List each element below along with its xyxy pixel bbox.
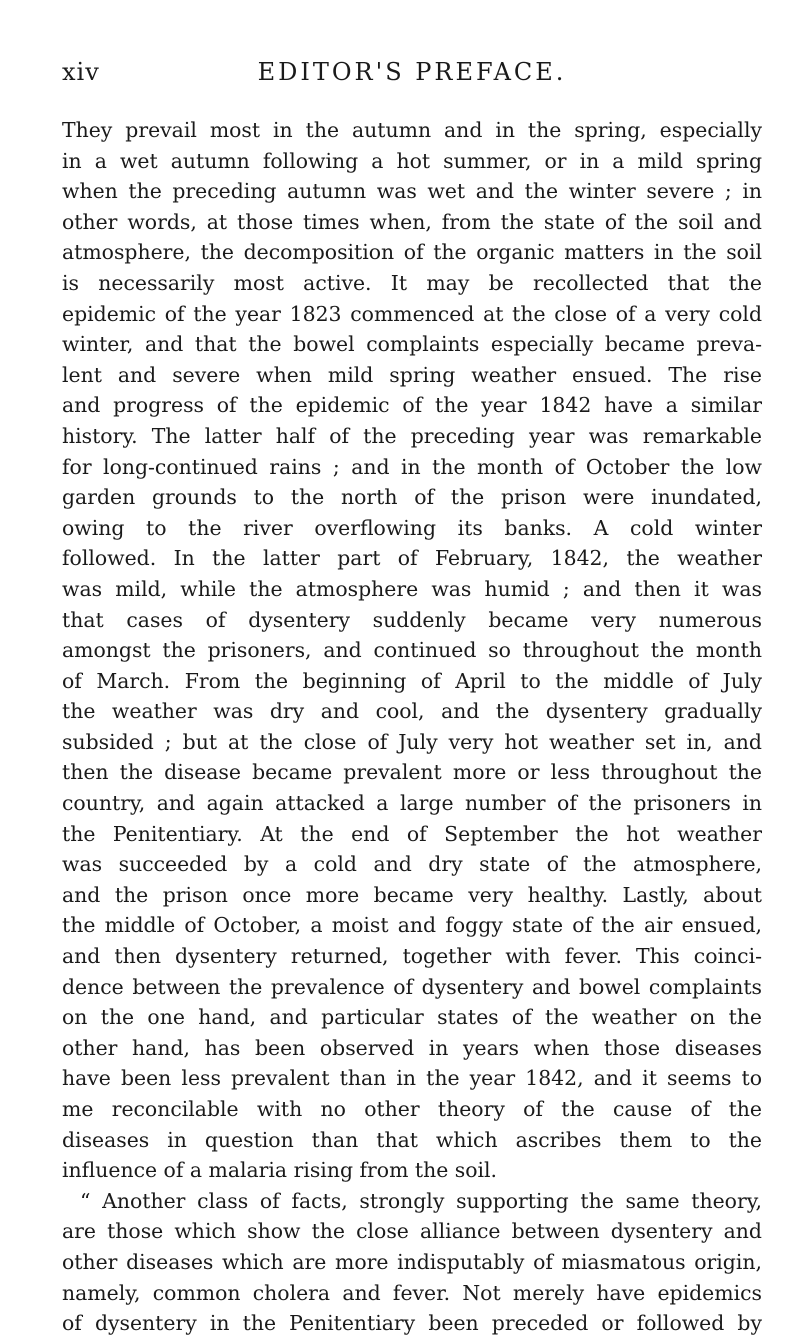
text-line: other hand, has been observed in years when those diseases: [62, 1035, 762, 1060]
text-line: are those which show the close alliance between dysentery and: [62, 1219, 762, 1244]
text-line: the weather was dry and cool, and the dysentery gradually: [62, 699, 762, 724]
text-line: that cases of dysentery suddenly became very numerous: [62, 607, 762, 632]
text-line: other diseases which are more indisputably of miasmatous origin,: [62, 1249, 762, 1274]
text-line: They prevail most in the autumn and in the spring, especially: [62, 118, 762, 142]
text-line: amongst the prisoners, and continued so throughout the month: [62, 638, 762, 663]
text-line: and the prison once more became very healthy. Lastly, about: [62, 882, 762, 907]
text-line: followed. In the latter part of February, 1842, the weather: [62, 546, 762, 571]
text-line: other words, at those times when, from the state of the soil and: [62, 209, 762, 234]
text-line: owing to the river overflowing its banks. A cold winter: [62, 515, 762, 540]
text-line: lent and severe when mild spring weather ensued. The rise: [62, 362, 762, 387]
text-line: the middle of October, a moist and foggy state of the air ensued,: [62, 913, 762, 938]
text-line: diseases in question than that which ascribes them to the: [62, 1127, 762, 1152]
text-line: subsided ; but at the close of July very hot weather set in, and: [62, 729, 762, 754]
text-line: was succeeded by a cold and dry state of the atmosphere,: [62, 852, 762, 877]
text-line: history. The latter half of the preceding year was remarkable: [62, 423, 762, 448]
paragraph-start-line: “ Another class of facts, strongly supporting the same theory,: [80, 1188, 762, 1213]
text-line: of dysentery in the Penitentiary been preceded or followed by: [62, 1311, 762, 1336]
text-line: atmosphere, the decomposition of the organic matters in the soil: [62, 240, 762, 265]
text-line: then the disease became prevalent more or less throughout the: [62, 760, 762, 785]
text-line: for long-continued rains ; and in the month of October the low: [62, 454, 762, 479]
text-line: winter, and that the bowel complaints especially became preva-: [62, 332, 762, 357]
body-text: [62, 115, 762, 1339]
text-line: on the one hand, and particular states of the weather on the: [62, 1005, 762, 1030]
page-number: xiv: [62, 58, 100, 86]
text-line: and then dysentery returned, together with fever. This coinci-: [62, 944, 762, 969]
running-title: EDITOR'S PREFACE.: [257, 58, 567, 86]
text-line: garden grounds to the north of the prison were inundated,: [62, 485, 762, 510]
text-line: epidemic of the year 1823 commenced at the close of a very cold: [62, 301, 762, 326]
text-line: namely, common cholera and fever. Not merely have epidemics: [62, 1280, 762, 1305]
text-line: have been less prevalent than in the year 1842, and it seems to: [62, 1066, 762, 1091]
text-line: when the preceding autumn was wet and the winter severe ; in: [62, 179, 762, 204]
text-line: and progress of the epidemic of the year 1842 have a similar: [62, 393, 762, 418]
text-line: was mild, while the atmosphere was humid ; and then it was: [62, 576, 762, 601]
text-line: is necessarily most active. It may be recollected that the: [62, 270, 762, 295]
text-line: country, and again attacked a large number of the prisoners in: [62, 791, 762, 816]
text-line: the Penitentiary. At the end of September the hot weather: [62, 821, 762, 846]
text-line: in a wet autumn following a hot summer, or in a mild spring: [62, 148, 762, 173]
paragraph-end-line: influence of a malaria rising from the soil.: [62, 1158, 498, 1183]
page-header: [62, 58, 762, 98]
text-line: dence between the prevalence of dysentery and bowel complaints: [62, 974, 762, 999]
text-line: of March. From the beginning of April to the middle of July: [62, 668, 762, 693]
text-line: me reconcilable with no other theory of the cause of the: [62, 1097, 762, 1121]
